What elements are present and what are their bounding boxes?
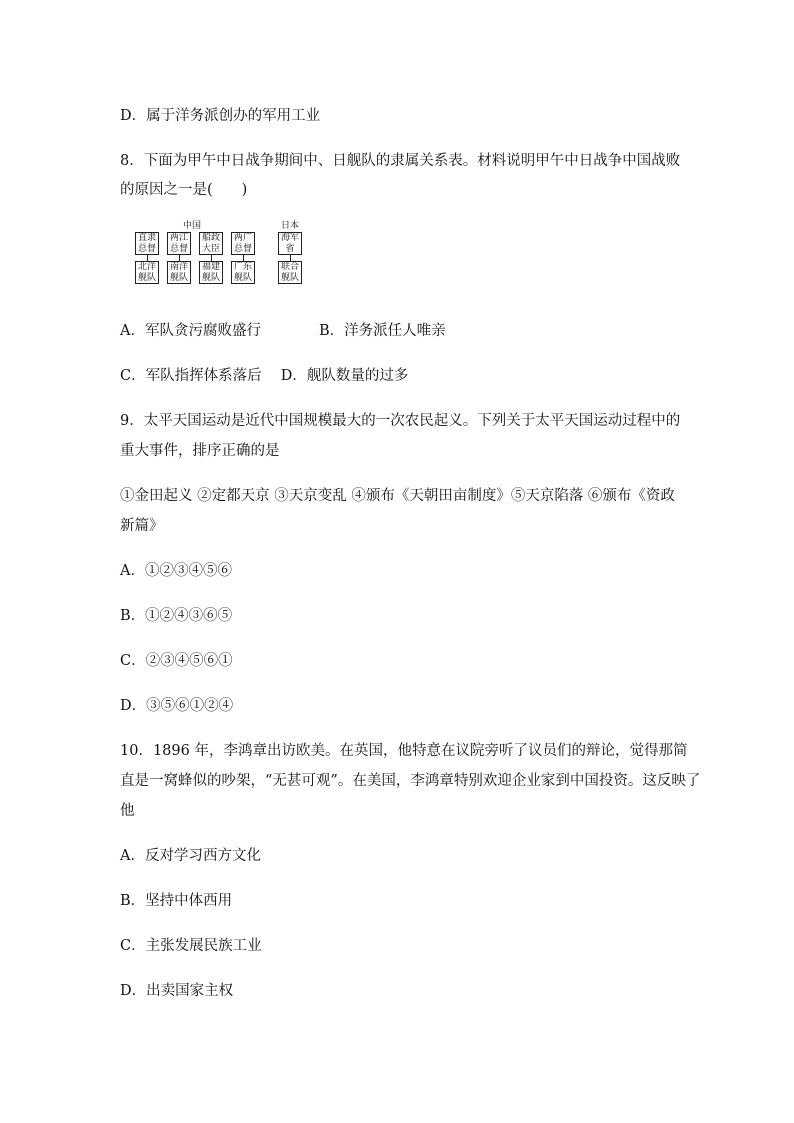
box-text: 南洋 xyxy=(169,262,188,272)
box-text: 总督 xyxy=(233,244,252,254)
q9-option-b: B．①②④③⑥⑤ xyxy=(120,608,233,624)
box-text: 舰队 xyxy=(137,273,156,283)
q9-option-a: A．①②③④⑤⑥ xyxy=(120,563,232,579)
china-top-box xyxy=(167,232,191,255)
box-text: 大臣 xyxy=(201,244,220,254)
box-text: 舰队 xyxy=(201,273,220,283)
box-text: 海军 xyxy=(280,233,299,243)
box-text: 舰队 xyxy=(280,273,299,283)
q9-option-d: D．③⑤⑥①②④ xyxy=(120,698,234,714)
q9-stem-line-1: 9．太平天国运动是近代中国规模最大的一次农民起义。下列关于太平天国运动过程中的 xyxy=(120,413,681,429)
box-text: 省 xyxy=(285,244,295,254)
box-text: 两广 xyxy=(233,233,252,243)
q8-stem-line-1: 8．下面为甲午中日战争期间中、日舰队的隶属关系表。材料说明甲午中日战争中国战败 xyxy=(120,153,681,169)
q10-stem-line-2: 直是一窝蜂似的吵架，“无甚可观”。在美国，李鸿章特别欢迎企业家到中国投资。这反映了 xyxy=(120,773,701,789)
china-bottom-box xyxy=(167,261,191,284)
box-text: 两江 xyxy=(169,233,188,243)
q10-stem-line-3: 他 xyxy=(120,803,135,819)
china-bottom-box xyxy=(135,261,159,284)
q9-stem-line-2: 重大事件，排序正确的是 xyxy=(120,443,280,459)
japan-top-box xyxy=(278,232,302,255)
box-text: 舰队 xyxy=(169,273,188,283)
box-text: 广东 xyxy=(233,262,252,272)
box-text: 北洋 xyxy=(137,262,156,272)
box-text: 总督 xyxy=(169,244,188,254)
q10-option-b: B．坚持中体西用 xyxy=(120,893,233,909)
box-text: 船政 xyxy=(201,233,220,243)
japan-bottom-box xyxy=(278,261,302,284)
q10-stem-line-1: 10．1896 年，李鸿章出访欧美。在英国，他特意在议院旁听了议员们的辩论，觉得那简 xyxy=(120,743,688,759)
box-text: 总督 xyxy=(137,244,156,254)
box-text: 直隶 xyxy=(137,233,156,243)
china-top-box xyxy=(135,232,159,255)
q7-option-d: D．属于洋务派创办的军用工业 xyxy=(120,108,321,124)
box-text: 舰队 xyxy=(233,273,252,283)
china-top-box xyxy=(199,232,223,255)
china-top-box xyxy=(231,232,255,255)
q8-options-ab: A．军队贪污腐败盛行 B．洋务派任人唯亲 xyxy=(120,323,446,339)
box-text: 联合 xyxy=(280,262,299,272)
japan-label: 日本 xyxy=(281,221,300,231)
q9-option-c: C．②③④⑤⑥① xyxy=(120,653,233,669)
q8-options-cd: C．军队指挥体系落后 D．舰队数量的过多 xyxy=(120,368,409,384)
box-text: 福建 xyxy=(201,262,220,272)
fleet-affiliation-diagram xyxy=(135,221,310,295)
q10-option-a: A．反对学习西方文化 xyxy=(120,848,261,864)
china-bottom-box xyxy=(231,261,255,284)
q9-events-line-2: 新篇》 xyxy=(120,518,164,534)
q10-option-d: D．出卖国家主权 xyxy=(120,983,234,999)
china-label: 中国 xyxy=(183,221,202,231)
q9-events-line-1: ①金田起义 ②定都天京 ③天京变乱 ④颁布《天朝田亩制度》⑤天京陷落 ⑥颁布《资政 xyxy=(120,488,675,504)
china-bottom-box xyxy=(199,261,223,284)
q10-option-c: C．主张发展民族工业 xyxy=(120,938,262,954)
q8-stem-line-2: 的原因之一是( ) xyxy=(120,182,248,198)
